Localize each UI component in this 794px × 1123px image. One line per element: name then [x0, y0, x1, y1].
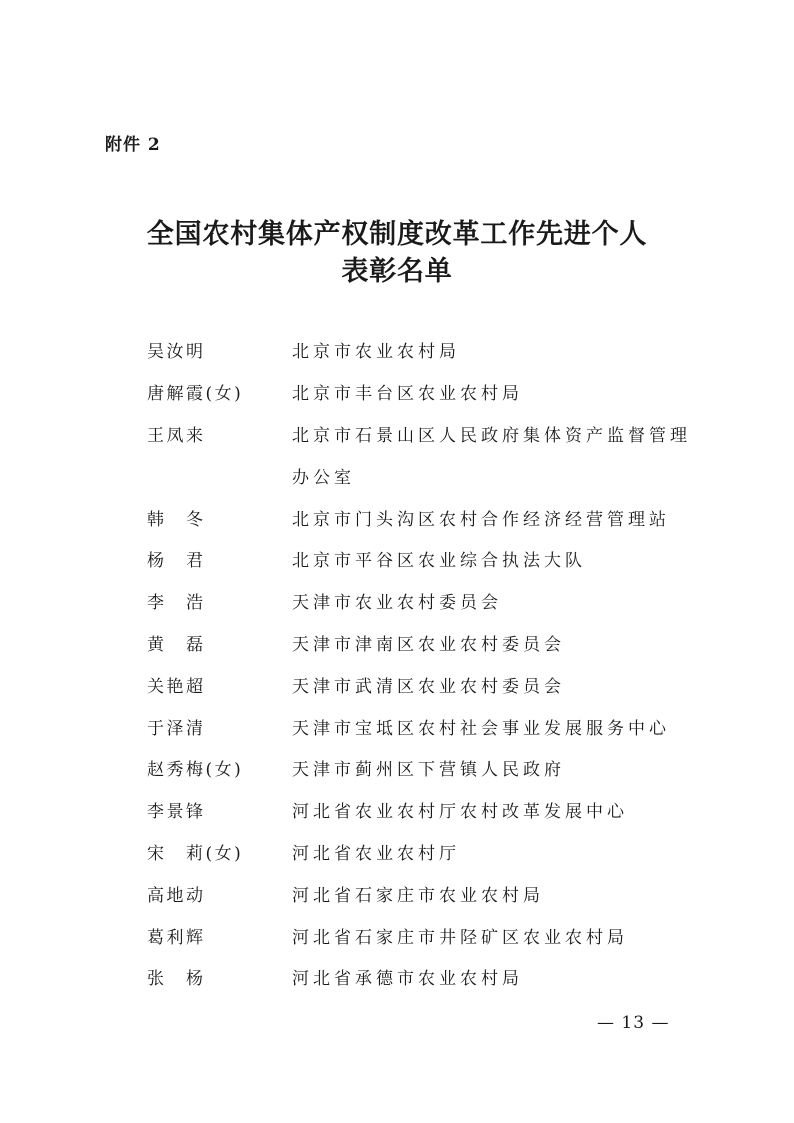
list-item: [147, 705, 707, 747]
honoree-name: 唐解霞(女): [147, 384, 244, 405]
honoree-org: 北京市门头沟区农村合作经济经营管理站: [292, 509, 670, 530]
list-item: [147, 538, 707, 580]
honoree-org: 河北省农业农村厅农村改革发展中心: [292, 802, 628, 823]
honoree-org: 北京市农业农村局: [292, 342, 460, 363]
list-item-continuation: [147, 454, 707, 496]
honoree-name: 于泽清: [147, 718, 206, 739]
list-item: [147, 789, 707, 831]
list-item: [147, 622, 707, 664]
honoree-org: 河北省石家庄市农业农村局: [292, 885, 544, 906]
list-item: [147, 831, 707, 873]
honoree-org-continuation: 办公室: [292, 467, 355, 488]
list-item: [147, 747, 707, 789]
honoree-list: [147, 329, 707, 998]
honoree-org: 北京市平谷区农业综合执法大队: [292, 551, 586, 572]
list-item: [147, 956, 707, 998]
title-line-2: 表彰名单: [341, 256, 453, 287]
honoree-org: 天津市武清区农业农村委员会: [292, 676, 565, 697]
honoree-name: 赵秀梅(女): [147, 760, 244, 781]
document-title: [0, 216, 794, 290]
honoree-name: 葛利辉: [147, 927, 206, 948]
honoree-org: 天津市宝坻区农村社会事业发展服务中心: [292, 718, 670, 739]
honoree-name: 关艳超: [147, 676, 206, 697]
honoree-org: 北京市丰台区农业农村局: [292, 384, 523, 405]
list-item: [147, 413, 707, 455]
honoree-org: 天津市津南区农业农村委员会: [292, 634, 565, 655]
honoree-org: 河北省石家庄市井陉矿区农业农村局: [292, 927, 628, 948]
honoree-name: 吴汝明: [147, 342, 206, 363]
list-item: [147, 872, 707, 914]
honoree-name: 李 浩: [147, 593, 206, 614]
honoree-name: 韩 冬: [147, 509, 206, 530]
list-item: [147, 914, 707, 956]
honoree-name: 杨 君: [147, 551, 206, 572]
honoree-name: 李景锋: [147, 802, 206, 823]
honoree-org: 北京市石景山区人民政府集体资产监督管理: [292, 425, 691, 446]
list-item: [147, 329, 707, 371]
title-line-1: 全国农村集体产权制度改革工作先进个人: [146, 219, 648, 250]
list-item: [147, 663, 707, 705]
honoree-name: 黄 磊: [147, 634, 206, 655]
list-item: [147, 580, 707, 622]
honoree-org: 天津市蓟州区下营镇人民政府: [292, 760, 565, 781]
honoree-name: 宋 莉(女): [147, 843, 244, 864]
page-number: — 13 —: [597, 1013, 670, 1033]
honoree-org: 河北省承德市农业农村局: [292, 969, 523, 990]
list-item: [147, 371, 707, 413]
honoree-name: 高地动: [147, 885, 206, 906]
honoree-org: 河北省农业农村厅: [292, 843, 460, 864]
list-item: [147, 496, 707, 538]
honoree-org: 天津市农业农村委员会: [292, 593, 502, 614]
attachment-label: 附件 2: [105, 135, 161, 155]
honoree-name: 王凤来: [147, 425, 206, 446]
honoree-name: 张 杨: [147, 969, 206, 990]
